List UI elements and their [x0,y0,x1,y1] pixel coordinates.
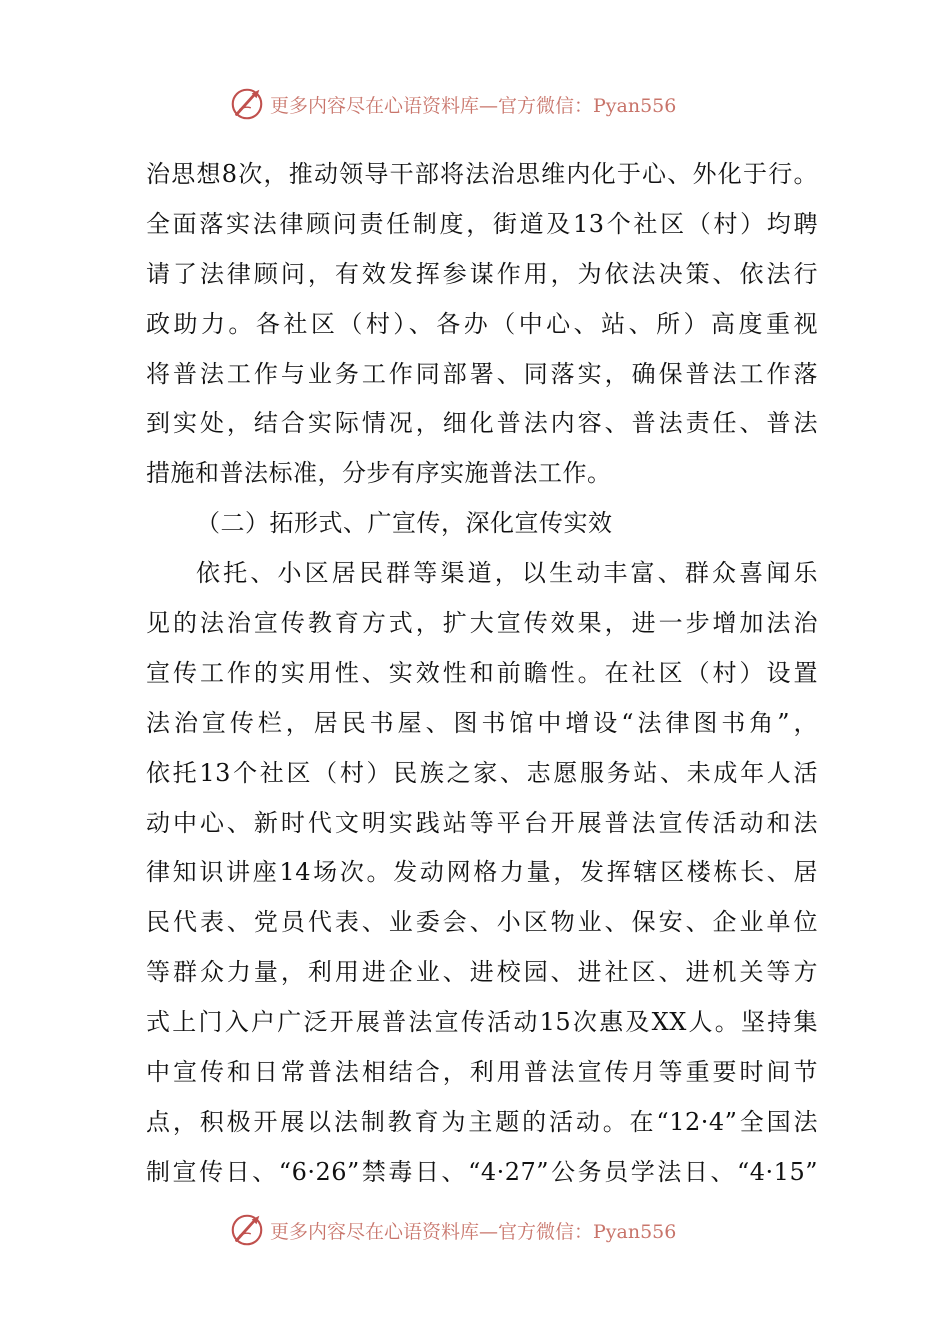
text-line: 将普法工作与业务工作同部署、同落实，确保普法工作落 [146,359,818,388]
text-line: 中宣传和日常普法相结合，利用普法宣传月等重要时间节 [146,1058,818,1087]
text-line: 民代表、党员代表、业委会、小区物业、保安、企业单位 [146,908,818,937]
text-line: 到实处，结合实际情况，细化普法内容、普法责任、普法 [146,409,818,438]
pen-logo-icon [228,85,266,123]
section-heading: （二）拓形式、广宣传，深化宣传实效 [196,509,613,538]
paragraph-1 [146,150,818,499]
text-line: 请了法律顾问，有效发挥参谋作用，为依法决策、依法行 [146,259,818,288]
text-line: 依托13个社区（村）民族之家、志愿服务站、未成年人活 [146,758,818,787]
text-line: 点，积极开展以法制教育为主题的活动。在“12·4”全国法 [146,1107,818,1136]
header-banner [228,84,728,124]
text-line: 制宣传日、“6·26”禁毒日、“4·27”公务员学法日、“4·15” [146,1157,818,1186]
text-line: 律知识讲座14场次。发动网格力量，发挥辖区楼栋长、居 [146,858,818,887]
text-line: 政助力。各社区（村）、各办（中心、站、所）高度重视 [146,309,818,338]
paragraph-2 [146,549,818,1198]
banner-text: 更多内容尽在心语资料库—官方微信：Pyan556 [270,1220,677,1243]
text-line: 式上门入户广泛开展普法宣传活动15次惠及XX人。坚持集 [146,1008,818,1037]
text-line: 等群众力量，利用进企业、进校园、进社区、进机关等方 [146,958,818,987]
text-line: 治思想8次，推动领导干部将法治思维内化于心、外化于行。 [146,160,818,188]
text-line: 见的法治宣传教育方式，扩大宣传效果，进一步增加法治 [146,609,818,638]
text-line: 依托、小区居民群等渠道，以生动丰富、群众喜闻乐 [196,559,818,588]
text-line: 全面落实法律顾问责任制度，街道及13个社区（村）均聘 [146,209,818,238]
text-line: 法治宣传栏，居民书屋、图书馆中增设“法律图书角”， [146,708,818,737]
text-line: 措施和普法标准，分步有序实施普法工作。 [146,459,612,488]
text-line: 动中心、新时代文明实践站等平台开展普法宣传活动和法 [146,808,818,837]
footer-banner [228,1210,728,1250]
text-line: 宣传工作的实用性、实效性和前瞻性。在社区（村）设置 [146,658,818,687]
banner-text: 更多内容尽在心语资料库—官方微信：Pyan556 [270,94,677,117]
pen-logo-icon [228,1211,266,1249]
document-body [146,150,818,1198]
